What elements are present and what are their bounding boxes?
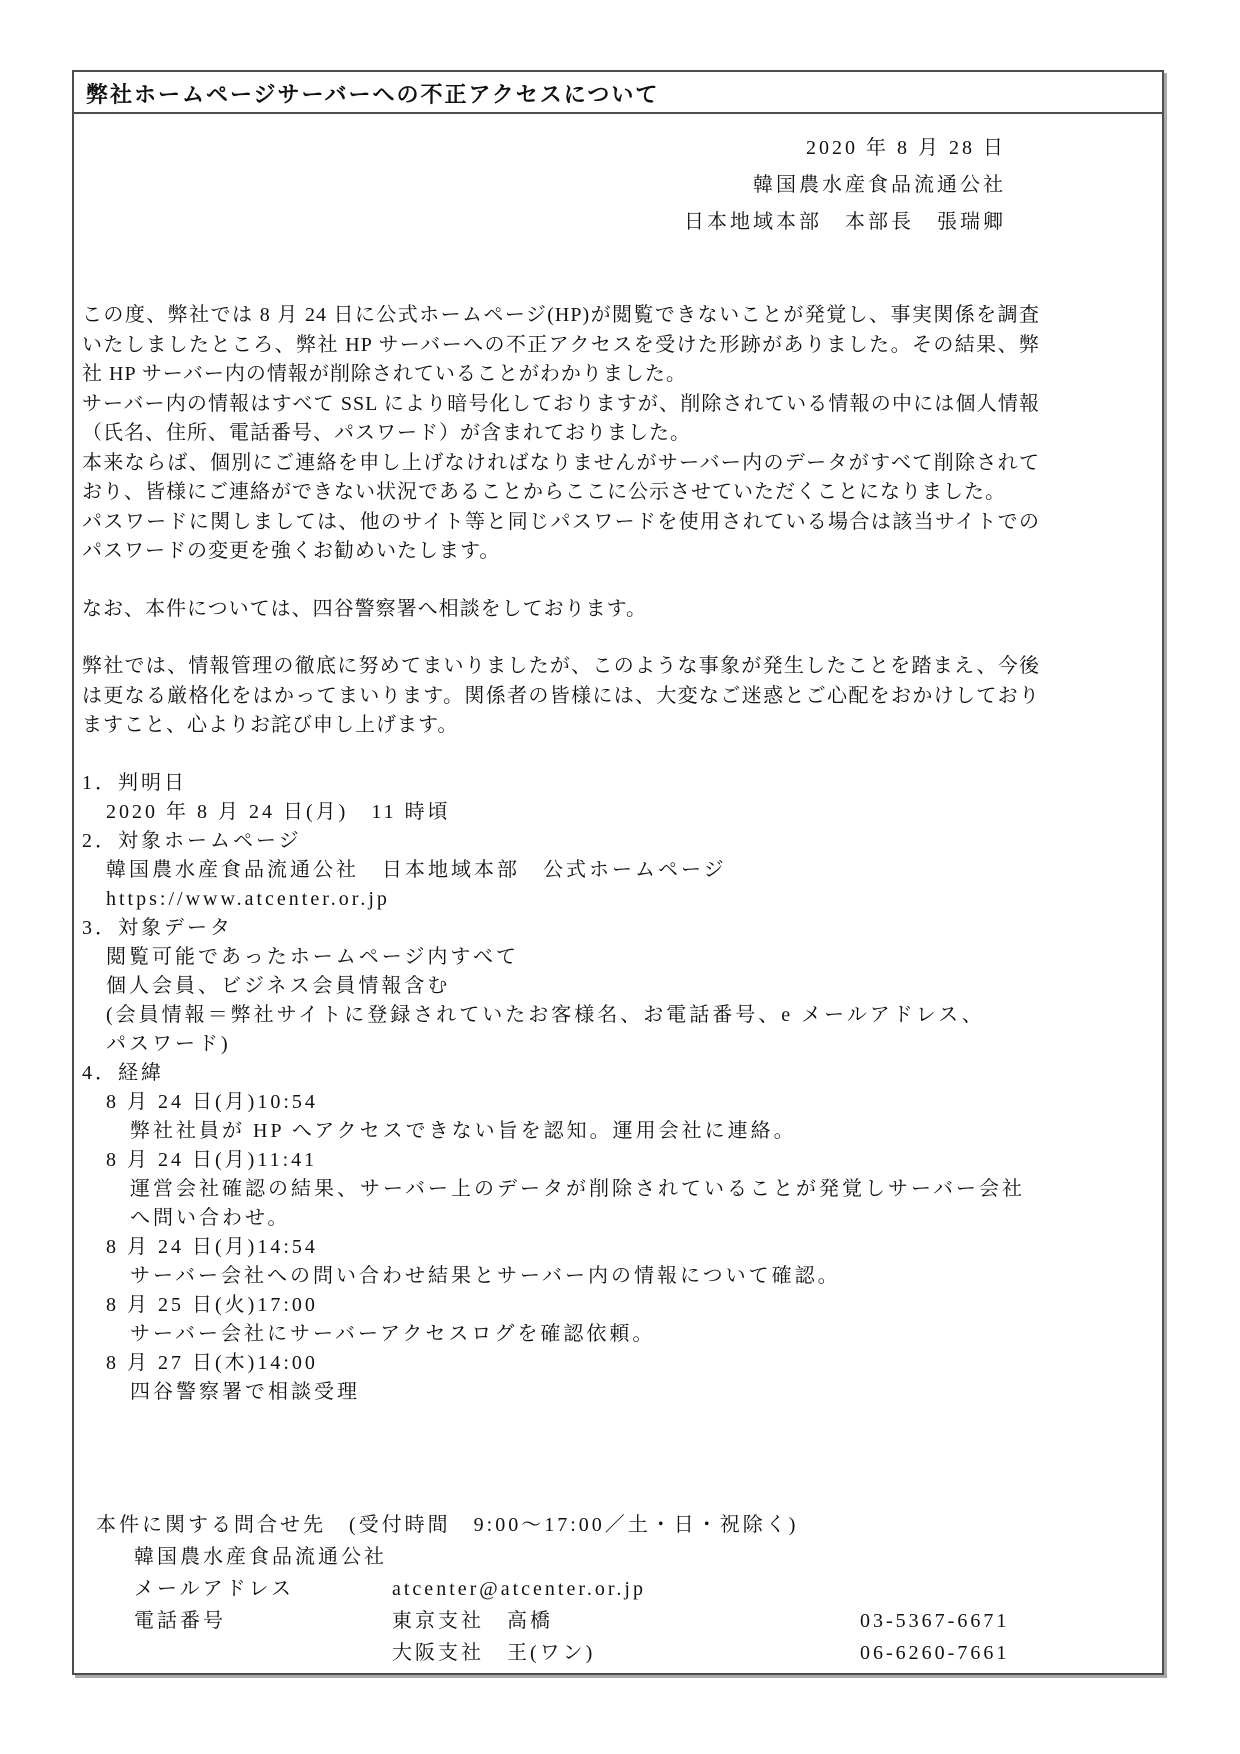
timeline-detail: サーバー会社にサーバーアクセスログを確認依頼。 <box>130 1322 656 1345</box>
list-line: パスワード) <box>106 1032 231 1055</box>
contact-heading: 本件に関する問合せ先 (受付時間 9:00～17:00／土・日・祝除く) <box>96 1513 799 1536</box>
timeline-detail: 四谷警察署で相談受理 <box>130 1380 360 1403</box>
phone-number-osaka: 06-6260-7661 <box>860 1641 1010 1664</box>
list-heading-discovery-date: 1．判明日 <box>82 771 187 794</box>
contact-email: atcenter@atcenter.or.jp <box>392 1577 646 1600</box>
paragraph-password: パスワードに関しましては、他のサイト等と同じパスワードを使用されている場合は該当サイトでのパスワードの変更を強くお勧めいたします。 <box>82 510 1040 562</box>
paragraph-ssl: サーバー内の情報はすべて SSL により暗号化しておりますが、削除されている情報の中には個人情報（氏名、住所、電話番号、パスワード）が含まれておりました。 <box>82 392 1040 444</box>
document-header <box>82 130 1154 241</box>
paragraph-notice: 本来ならば、個別にご連絡を申し上げなければなりませんがサーバー内のデータがすべて削除されており、皆様にご連絡ができない状況であることからここに公示させていただくことになりました。 <box>82 451 1040 503</box>
list-heading-timeline: 4．経緯 <box>82 1061 164 1084</box>
list-line: 個人会員、ビジネス会員情報含む <box>106 974 451 997</box>
contact-section <box>82 1509 1154 1669</box>
paragraph-apology: 弊社では、情報管理の徹底に努めてまいりましたが、このような事象が発生したことを踏まえ、今後は更なる厳格化をはかってまいります。関係者の皆様には、大変なご迷惑とご心配をおかけしておりますこと、心よりお詫び申し上げます。 <box>82 655 1040 736</box>
issue-date: 2020 年 8 月 28 日 <box>806 137 1006 159</box>
timeline-time: 8 月 24 日(月)14:54 <box>106 1235 318 1258</box>
list-line: 韓国農水産食品流通公社 日本地域本部 公式ホームページ <box>106 858 727 881</box>
list-line: 閲覧可能であったホームページ内すべて <box>106 945 519 968</box>
timeline-time: 8 月 25 日(火)17:00 <box>106 1293 318 1316</box>
numbered-list <box>82 769 1040 1407</box>
homepage-url: https://www.atcenter.or.jp <box>106 887 390 910</box>
list-line: (会員情報＝弊社サイトに登録されていたお客様名、お電話番号、e メールアドレス、 <box>106 1003 985 1026</box>
phone-label-spacer <box>134 1637 392 1669</box>
list-heading-target-data: 3．対象データ <box>82 916 233 939</box>
list-heading-target-homepage: 2．対象ホームページ <box>82 829 302 852</box>
phone-label: 電話番号 <box>134 1609 226 1632</box>
timeline-detail: 弊社社員が HP へアクセスできない旨を認知。運用会社に連絡。 <box>130 1119 797 1142</box>
timeline-detail: 運営会社確認の結果、サーバー上のデータが削除されていることが発覚しサーバー会社へ問い合わせ。 <box>130 1177 1025 1229</box>
timeline-detail: サーバー会社への問い合わせ結果とサーバー内の情報について確認。 <box>130 1264 841 1287</box>
phone-office-osaka: 大阪支社 王(ワン) <box>392 1641 596 1664</box>
paragraph-police: なお、本件については、四谷警察署へ相談をしております。 <box>82 597 647 620</box>
signer-name: 日本地域本部 本部長 張瑞卿 <box>684 211 1006 233</box>
list-line: 2020 年 8 月 24 日(月) 11 時頃 <box>106 800 451 823</box>
phone-number-tokyo: 03-5367-6671 <box>860 1609 1010 1632</box>
email-label: メールアドレス <box>134 1577 294 1600</box>
document-content <box>74 130 1162 1669</box>
paragraph-incident: この度、弊社では 8 月 24 日に公式ホームページ(HP)が閲覧できないことが発覚し、事実関係を調査いたしましたところ、弊社 HP サーバーへの不正アクセスを受けた形跡がありました。その結果、弊社 HP サーバー内の情報が削除されていることがわかりました。 <box>82 304 1040 385</box>
timeline-time: 8 月 24 日(月)10:54 <box>106 1090 318 1113</box>
page-border <box>72 70 1164 1675</box>
timeline-time: 8 月 24 日(月)11:41 <box>106 1148 318 1171</box>
phone-office-tokyo: 東京支社 高橋 <box>392 1609 553 1632</box>
contact-company: 韓国農水産食品流通公社 <box>134 1545 387 1568</box>
timeline-time: 8 月 27 日(木)14:00 <box>106 1351 318 1374</box>
document-title: 弊社ホームページサーバーへの不正アクセスについて <box>74 72 1162 114</box>
body-text <box>82 301 1040 741</box>
company-name: 韓国農水産食品流通公社 <box>753 174 1006 196</box>
